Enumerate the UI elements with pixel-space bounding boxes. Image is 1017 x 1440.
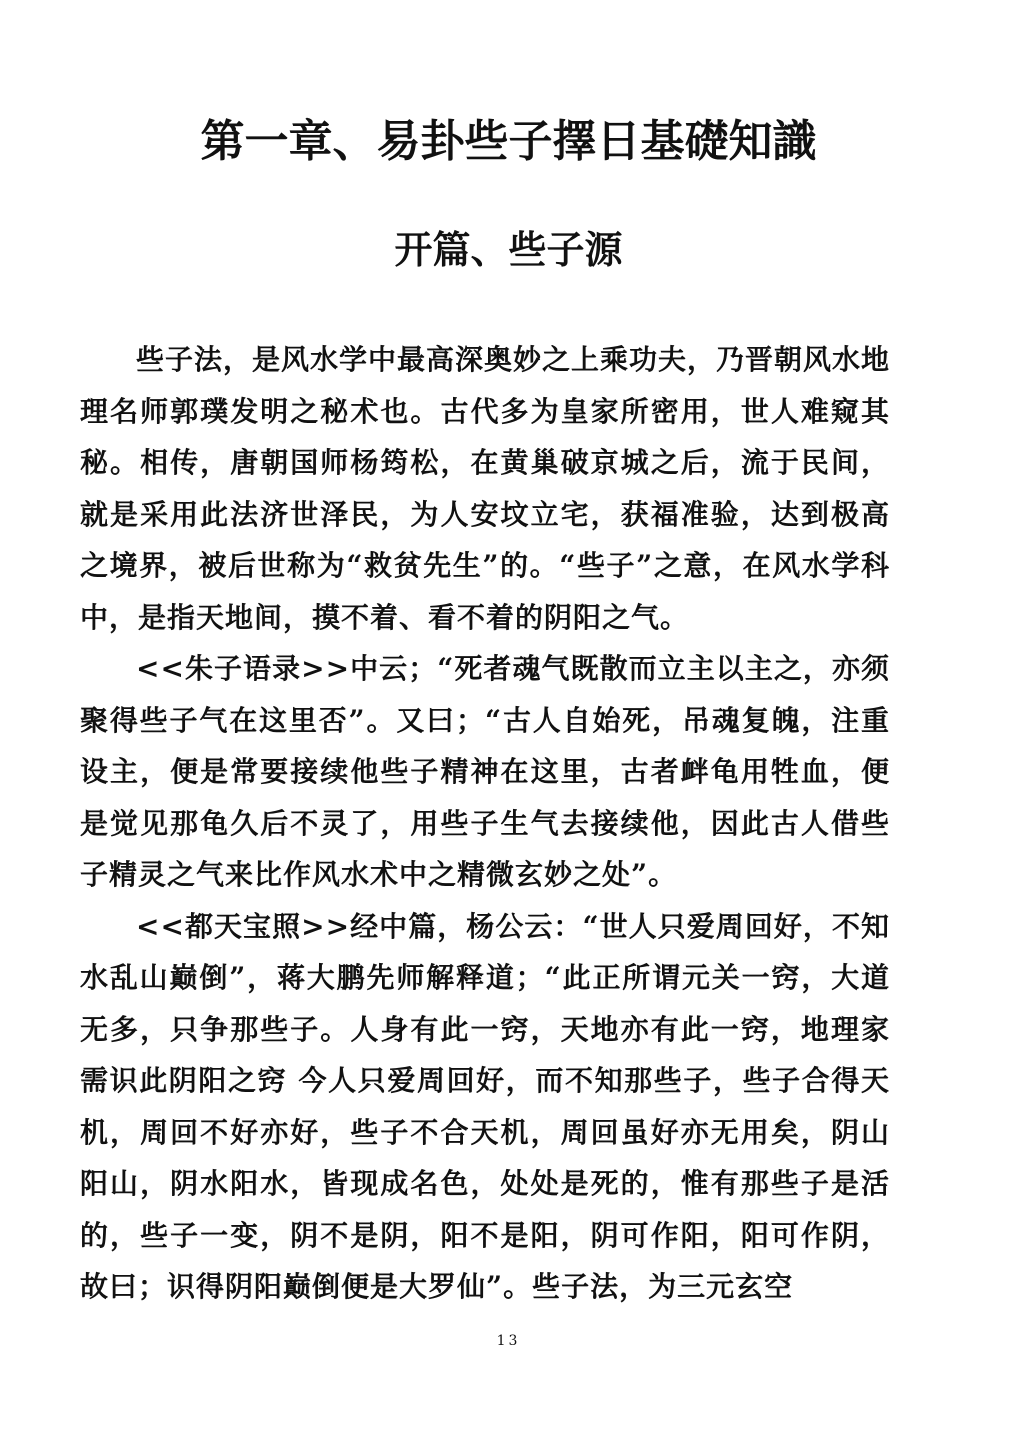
body-text: [80, 334, 890, 1313]
chapter-title: 第一章、易卦些子擇日基礎知識: [200, 116, 817, 167]
page-number: 13: [496, 1333, 521, 1349]
paragraph-3: <<都天宝照>>经中篇，杨公云：“世人只爱周回好，不知水乱山巅倒”，蒋大鹏先师解释道；“此正所谓元关一窍，大道无多，只争那些子。人身有此一窍，天地亦有此一窍，地理家需识此阴阳之窍 今人只爱周回好，而不知那些子，些子合得天机，周回不好亦好，些子不合天机，周回虽好亦无用矣，阴山阳山，阴水阳水，皆现成名色，处处是死的，惟有那些子是活的，些子一变，阴不是阴，阳不是阳，阴可作阳，阳可作阴，故曰；识得阴阳巅倒便是大罗仙”。些子法，为三元玄空: [80, 909, 890, 1303]
section-title: 开篇、些子源: [394, 228, 623, 272]
paragraph-2: <<朱子语录>>中云；“死者魂气既散而立主以主之，亦须聚得些子气在这里否”。又曰；“古人自始死，吊魂复魄，注重设主，便是常要接续他些子精神在这里，古者衅龟用牲血，便是觉见那龟久后不灵了，用些子生气去接续他，因此古人借些子精灵之气来比作风水术中之精微玄妙之处”。: [80, 652, 890, 891]
paragraph-1: 些子法，是风水学中最高深奥妙之上乘功夫，乃晋朝风水地理名师郭璞发明之秘术也。古代多为皇家所密用，世人难窥其秘。相传，唐朝国师杨筠松，在黄巢破京城之后，流于民间，就是采用此法济世泽民，为人安坟立宅，获福准验，达到极高之境界，被后世称为“救贫先生”的。“些子”之意，在风水学科中，是指天地间，摸不着、看不着的阴阳之气。: [80, 343, 891, 634]
